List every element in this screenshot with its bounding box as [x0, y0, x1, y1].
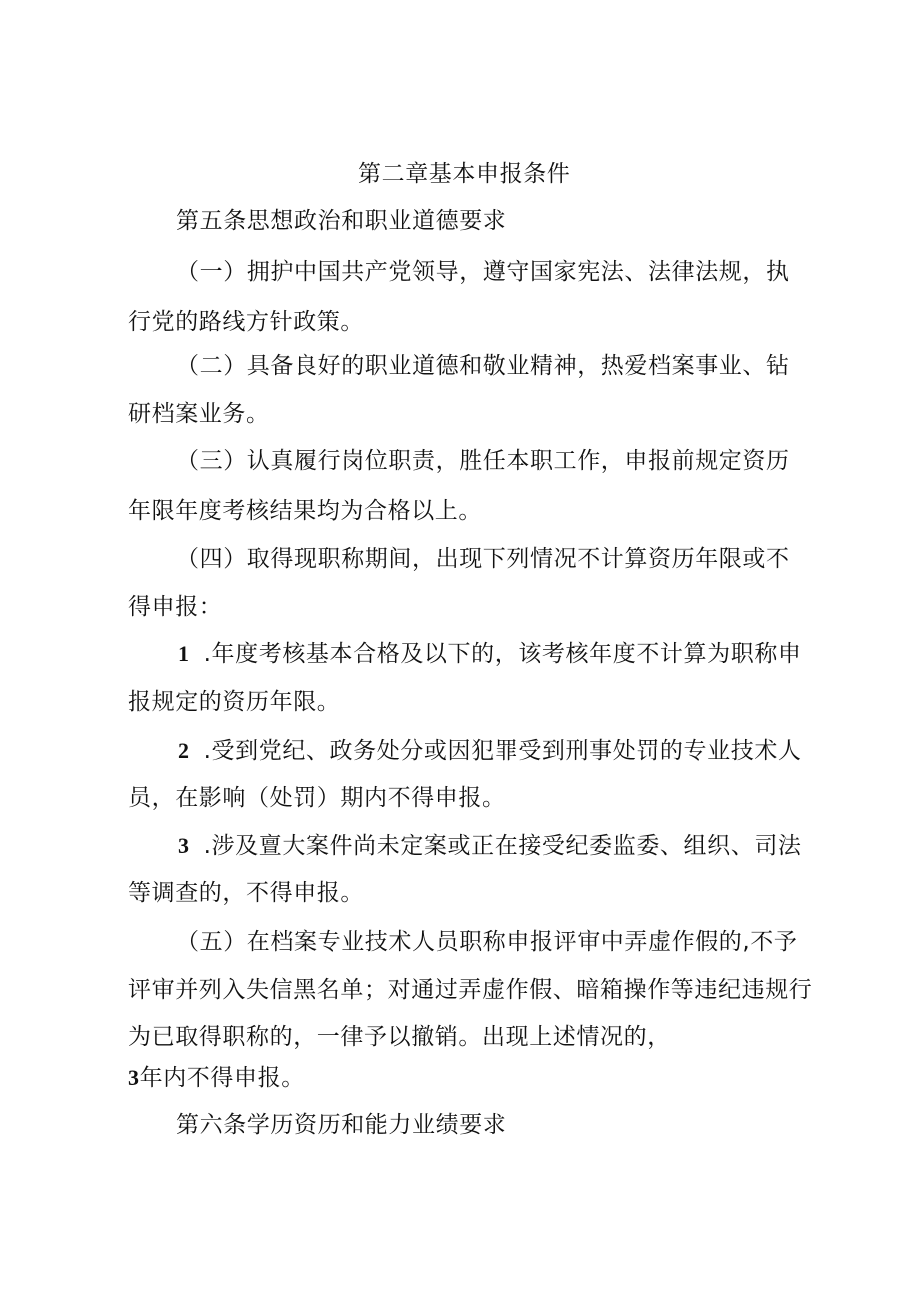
item1-line2: 行党的路线方针政策。	[128, 309, 364, 335]
chapter-title: 第二章基本申报条件	[358, 161, 571, 187]
sub3-number: 3	[178, 833, 190, 858]
sub2-number: 2	[178, 738, 190, 763]
sub2-line1	[178, 736, 802, 766]
item4-line2: 得申报：	[128, 594, 223, 620]
item5-line3: 为已取得职称的，一律予以撤销。出现上述情况的，	[128, 1024, 671, 1050]
item3-line2: 年限年度考核结果均为合格以上。	[128, 498, 482, 524]
item5-line4-text: 年内不得申报。	[139, 1065, 305, 1091]
item3-line1: （三）认真履行岗位职责，胜任本职工作，申报前规定资历	[176, 448, 790, 474]
sub3-line1	[178, 831, 802, 861]
sub3-line2: 等调查的，不得申报。	[128, 880, 364, 906]
item4-line1: （四）取得现职称期间，出现下列情况不计算资历年限或不	[176, 546, 790, 572]
article6-heading: 第六条学历资历和能力业绩要求	[176, 1112, 507, 1138]
sub1-line1	[178, 639, 802, 669]
item5-years-number: 3	[128, 1065, 140, 1090]
item1-line1: （一）拥护中国共产党领导，遵守国家宪法、法律法规，执	[176, 259, 790, 285]
sub2-text: .受到党纪、政务处分或因犯罪受到刑事处罚的专业技术人	[203, 738, 802, 764]
article5-heading: 第五条思想政治和职业道德要求	[176, 208, 507, 234]
item5-line4	[128, 1063, 305, 1093]
sub3-text: .涉及亶大案件尚未定案或正在接受纪委监委、组织、司法	[203, 833, 802, 859]
item2-line1: （二）具备良好的职业道德和敬业精神，热爱档案事业、钻	[176, 353, 790, 379]
sub1-line2: 报规定的资历年限。	[128, 689, 341, 715]
item2-line2: 研档案业务。	[128, 401, 270, 427]
sub1-number: 1	[178, 641, 190, 666]
sub1-text: .年度考核基本合格及以下的，该考核年度不计算为职称申	[203, 641, 802, 667]
item5-line2: 评审并列入失信黑名单；对通过弄虚作假、暗箱操作等违纪违规行	[128, 977, 813, 1003]
item5-line1: （五）在档案专业技术人员职称申报评审中弄虚作假的,不予	[176, 929, 798, 955]
sub2-line2: 员，在影响（处罚）期内不得申报。	[128, 785, 506, 811]
